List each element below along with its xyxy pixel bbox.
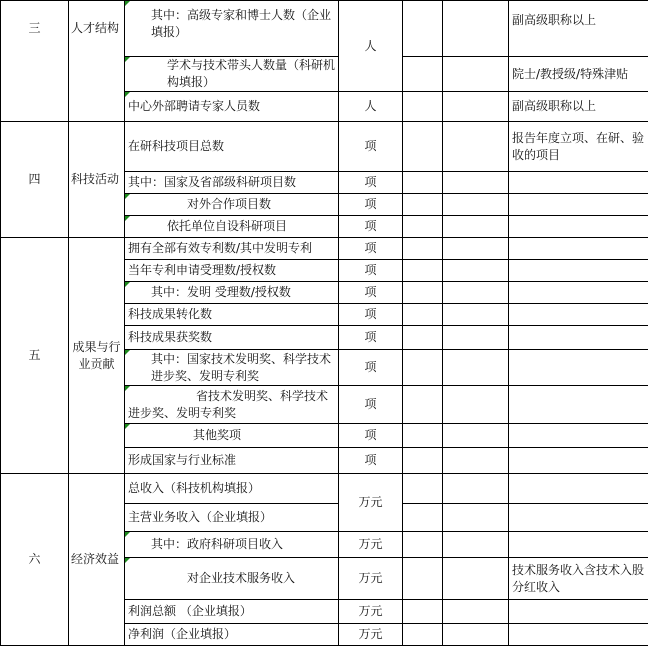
value-cell[interactable]: [403, 57, 443, 92]
unit-cell[interactable]: 项: [339, 122, 403, 172]
value-cell[interactable]: [443, 532, 509, 558]
section-name: 经济效益: [69, 474, 125, 646]
note-cell[interactable]: [509, 424, 648, 448]
value-cell[interactable]: [443, 326, 509, 350]
item-label[interactable]: 形成国家与行业标准: [125, 448, 339, 474]
unit-cell[interactable]: 项: [339, 172, 403, 194]
note-cell[interactable]: [509, 172, 648, 194]
item-label[interactable]: 其中：政府科研项目收入: [125, 532, 339, 558]
value-cell[interactable]: [443, 238, 509, 260]
value-cell[interactable]: [403, 386, 443, 424]
section-number: 三: [1, 1, 69, 122]
item-label[interactable]: 当年专利申请受理数/授权数: [125, 260, 339, 282]
value-cell[interactable]: [403, 474, 443, 504]
value-cell[interactable]: [443, 474, 509, 504]
table-row: [1, 122, 648, 172]
value-cell[interactable]: [443, 304, 509, 326]
table-row: [1, 474, 648, 504]
section-number: 四: [1, 122, 69, 238]
unit-cell[interactable]: 项: [339, 282, 403, 304]
section-name: 人才结构: [69, 1, 125, 122]
value-cell[interactable]: [443, 504, 509, 532]
value-cell[interactable]: [403, 624, 443, 646]
item-label[interactable]: 其中：高级专家和博士人数（企业填报）: [125, 1, 339, 57]
value-cell[interactable]: [403, 260, 443, 282]
note-cell[interactable]: [509, 350, 648, 386]
note-cell[interactable]: [509, 532, 648, 558]
note-cell[interactable]: [509, 474, 648, 504]
value-cell[interactable]: [403, 424, 443, 448]
value-cell[interactable]: [403, 194, 443, 216]
item-label[interactable]: 省技术发明奖、科学技术进步奖、发明专利奖: [125, 386, 339, 424]
item-label[interactable]: 科技成果获奖数: [125, 326, 339, 350]
value-cell[interactable]: [403, 504, 443, 532]
unit-cell[interactable]: 人: [339, 1, 403, 92]
note-cell[interactable]: [509, 386, 648, 424]
note-cell[interactable]: 院士/教授级/特殊津贴: [509, 57, 648, 92]
note-cell[interactable]: 报告年度立项、在研、验收的项目: [509, 122, 648, 172]
unit-cell[interactable]: 万元: [339, 558, 403, 600]
value-cell[interactable]: [443, 624, 509, 646]
item-label[interactable]: 科技成果转化数: [125, 304, 339, 326]
unit-cell[interactable]: 项: [339, 194, 403, 216]
unit-cell[interactable]: 项: [339, 238, 403, 260]
note-cell[interactable]: [509, 326, 648, 350]
note-cell[interactable]: [509, 238, 648, 260]
value-cell[interactable]: [403, 326, 443, 350]
item-label[interactable]: 其中：国家技术发明奖、科学技术进步奖、发明专利奖: [125, 350, 339, 386]
note-cell[interactable]: [509, 194, 648, 216]
section-number: 六: [1, 474, 69, 646]
note-cell[interactable]: 副高级职称以上: [509, 92, 648, 122]
unit-cell[interactable]: 项: [339, 304, 403, 326]
value-cell[interactable]: [443, 57, 509, 92]
section-name: 科技活动: [69, 122, 125, 238]
value-cell[interactable]: [443, 282, 509, 304]
note-cell[interactable]: 技术服务收入含技术入股分红收入: [509, 558, 648, 600]
item-label[interactable]: 其中：发明 受理数/授权数: [125, 282, 339, 304]
note-cell[interactable]: [509, 600, 648, 624]
item-label[interactable]: 中心外部聘请专家人员数: [125, 92, 339, 122]
value-cell[interactable]: [403, 238, 443, 260]
value-cell[interactable]: [443, 216, 509, 238]
unit-cell[interactable]: 项: [339, 424, 403, 448]
value-cell[interactable]: [443, 600, 509, 624]
item-label[interactable]: 主营业务收入（企业填报）: [125, 504, 339, 532]
note-cell[interactable]: [509, 260, 648, 282]
note-cell[interactable]: [509, 304, 648, 326]
item-label[interactable]: 拥有全部有效专利数/其中发明专利: [125, 238, 339, 260]
unit-cell[interactable]: 万元: [339, 624, 403, 646]
item-label[interactable]: 对外合作项目数: [125, 194, 339, 216]
value-cell[interactable]: [443, 172, 509, 194]
unit-cell[interactable]: 项: [339, 260, 403, 282]
note-cell[interactable]: [509, 624, 648, 646]
value-cell[interactable]: [403, 282, 443, 304]
value-cell[interactable]: [403, 172, 443, 194]
item-label[interactable]: 净利润（企业填报）: [125, 624, 339, 646]
unit-cell[interactable]: 人: [339, 92, 403, 122]
table-row: [1, 238, 648, 260]
value-cell[interactable]: [403, 216, 443, 238]
item-label[interactable]: 对企业技术服务收入: [125, 558, 339, 600]
section-number: 五: [1, 238, 69, 474]
unit-cell[interactable]: 项: [339, 326, 403, 350]
value-cell[interactable]: [403, 92, 443, 122]
item-label[interactable]: 其他奖项: [125, 424, 339, 448]
item-label[interactable]: 依托单位自设科研项目: [125, 216, 339, 238]
section-name: 成果与行业贡献: [69, 238, 125, 474]
value-cell[interactable]: [443, 194, 509, 216]
table-row: [1, 1, 648, 57]
value-cell[interactable]: [443, 260, 509, 282]
value-cell[interactable]: [403, 1, 443, 57]
value-cell[interactable]: [403, 448, 443, 474]
unit-cell[interactable]: 万元: [339, 474, 403, 532]
value-cell[interactable]: [443, 122, 509, 172]
value-cell[interactable]: [403, 600, 443, 624]
value-cell[interactable]: [403, 304, 443, 326]
item-label[interactable]: 利润总额 （企业填报）: [125, 600, 339, 624]
note-cell[interactable]: [509, 216, 648, 238]
note-cell[interactable]: [509, 448, 648, 474]
item-label[interactable]: 总收入（科技机构填报）: [125, 474, 339, 504]
unit-cell[interactable]: 万元: [339, 600, 403, 624]
unit-cell[interactable]: 项: [339, 216, 403, 238]
item-label[interactable]: 其中：国家及省部级科研项目数: [125, 172, 339, 194]
value-cell[interactable]: [403, 122, 443, 172]
unit-cell[interactable]: 项: [339, 350, 403, 386]
unit-cell[interactable]: 项: [339, 448, 403, 474]
value-cell[interactable]: [443, 1, 509, 57]
note-cell[interactable]: [509, 504, 648, 532]
value-cell[interactable]: [403, 350, 443, 386]
unit-cell[interactable]: 项: [339, 386, 403, 424]
value-cell[interactable]: [403, 532, 443, 558]
value-cell[interactable]: [443, 448, 509, 474]
item-label[interactable]: 在研科技项目总数: [125, 122, 339, 172]
value-cell[interactable]: [443, 92, 509, 122]
value-cell[interactable]: [443, 424, 509, 448]
item-label[interactable]: 学术与技术带头人数量（科研机构填报）: [125, 57, 339, 92]
value-cell[interactable]: [443, 350, 509, 386]
unit-cell[interactable]: 万元: [339, 532, 403, 558]
note-cell[interactable]: 副高级职称以上: [509, 1, 648, 57]
note-cell[interactable]: [509, 282, 648, 304]
value-cell[interactable]: [403, 558, 443, 600]
value-cell[interactable]: [443, 386, 509, 424]
value-cell[interactable]: [443, 558, 509, 600]
